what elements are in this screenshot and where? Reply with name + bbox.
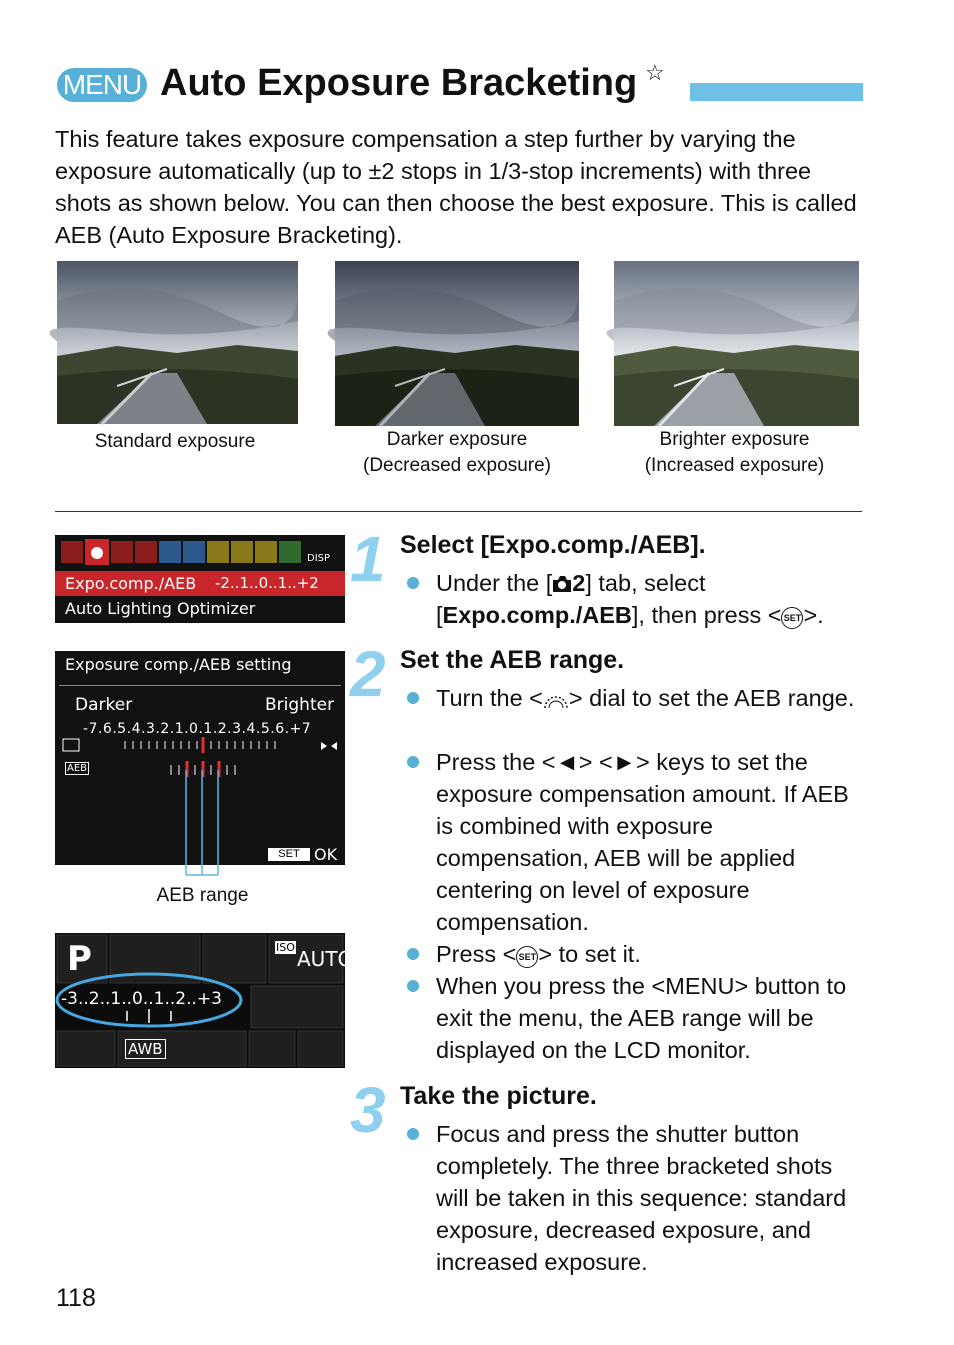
intro-paragraph: This feature takes exposure compensation a step further by varying the exposure automatically (up to ±2 stops in 1/3-stop increments) with three shots as shown below. You can then choose the best exposure. This is called AEB (Auto Exposure Bracketing). — [55, 126, 857, 248]
text: > to set it. — [538, 941, 641, 967]
landscape-image — [57, 261, 298, 424]
text: >. — [803, 602, 824, 628]
menu-row-selected[interactable] — [55, 571, 345, 596]
step-title: Set the AEB range. — [400, 646, 625, 674]
aeb-icon: AEB — [67, 763, 88, 774]
page-number: 118 — [56, 1284, 96, 1312]
page-title: Auto Exposure Bracketing — [160, 62, 638, 104]
caption-line: Brighter exposure — [659, 429, 810, 450]
text: Press < — [436, 941, 517, 967]
menu-badge: MENU — [57, 68, 147, 102]
camera-icon — [552, 575, 572, 593]
text: Turn the < — [436, 685, 543, 711]
darker-label: Darker — [75, 695, 133, 715]
text: Under the [ — [436, 570, 553, 596]
scale-labels: -7.6.5.4.3.2.1.0.1.2.3.4.5.6.+7 — [83, 721, 312, 737]
step-bullet — [436, 682, 866, 714]
photo-standard-exposure — [57, 261, 298, 424]
mode-p[interactable]: P — [67, 939, 92, 979]
iso-value[interactable]: AUTO — [297, 947, 354, 971]
landscape-image — [614, 261, 859, 426]
menu-tab-bar — [55, 535, 345, 570]
step-number: 1 — [350, 523, 386, 595]
caption-line: (Increased exposure) — [644, 455, 825, 476]
title-accent-bar — [690, 83, 863, 101]
menu-row-label[interactable]: Auto Lighting Optimizer — [65, 599, 256, 618]
iso-icon: ISO — [276, 941, 295, 954]
photo-darker-exposure — [335, 261, 579, 426]
step-bullet: When you press the <MENU> button to exit the menu, the AEB range will be displayed on the LCD monitor. — [436, 970, 866, 1066]
caption-line: Standard exposure — [94, 431, 256, 452]
menu-row-label: Expo.comp./AEB — [65, 574, 197, 593]
set-button-icon: SET — [781, 607, 803, 629]
ok-label[interactable]: OK — [314, 845, 338, 864]
step-bullet: Press the <◄> <►> keys to set the exposure compensation amount. If AEB is combined with exposure compensation, AEB will be applied centering on level of exposure compensation. — [436, 746, 866, 938]
step-number: 2 — [350, 638, 386, 710]
lcd-screen-menu — [55, 535, 345, 623]
star-icon: ☆ — [645, 60, 665, 85]
menu-row-value: -2..1..0..1..+2 — [215, 574, 319, 592]
step-bullet — [436, 938, 866, 970]
divider — [59, 685, 341, 686]
brighter-label: Brighter — [265, 695, 335, 715]
set-button-icon: SET — [516, 946, 538, 968]
section-divider — [55, 511, 862, 512]
main-dial-icon — [543, 689, 569, 709]
disp-label: DISP — [307, 553, 331, 564]
text: ] tab, select [ — [436, 570, 706, 628]
caption-line: (Decreased exposure) — [363, 455, 551, 476]
aeb-range-caption: AEB range — [156, 885, 249, 906]
photo-brighter-exposure — [614, 261, 859, 426]
set-key: SET — [268, 848, 310, 861]
awb-icon[interactable]: AWB — [125, 1039, 166, 1059]
step-bullet: Focus and press the shutter button completely. The three bracketed shots will be taken in this sequence: standard exposure, decreased exposure, and increased exposure. — [436, 1118, 866, 1278]
text: ], then press < — [631, 602, 782, 628]
aeb-scale-labels[interactable]: -3..2..1..0..1..2..+3 — [61, 989, 222, 1009]
step-number: 3 — [350, 1074, 386, 1146]
landscape-image — [335, 261, 579, 426]
tab-number: 2 — [572, 570, 586, 596]
menu-item-name: Expo.comp./AEB — [442, 602, 632, 628]
photo-caption — [335, 427, 579, 479]
step-title: Select [Expo.comp./AEB]. — [400, 531, 706, 559]
aeb-range-pointer — [180, 770, 225, 880]
caption-line: Darker exposure — [386, 429, 528, 450]
step-title: Take the picture. — [400, 1082, 597, 1110]
photo-caption — [612, 427, 857, 479]
text: > dial to set the AEB range. — [568, 685, 855, 711]
photo-caption — [57, 429, 293, 455]
screen-title: Exposure comp./AEB setting — [65, 655, 292, 674]
lcd-screen-quick-control — [55, 933, 354, 1068]
step-bullet — [436, 567, 866, 631]
